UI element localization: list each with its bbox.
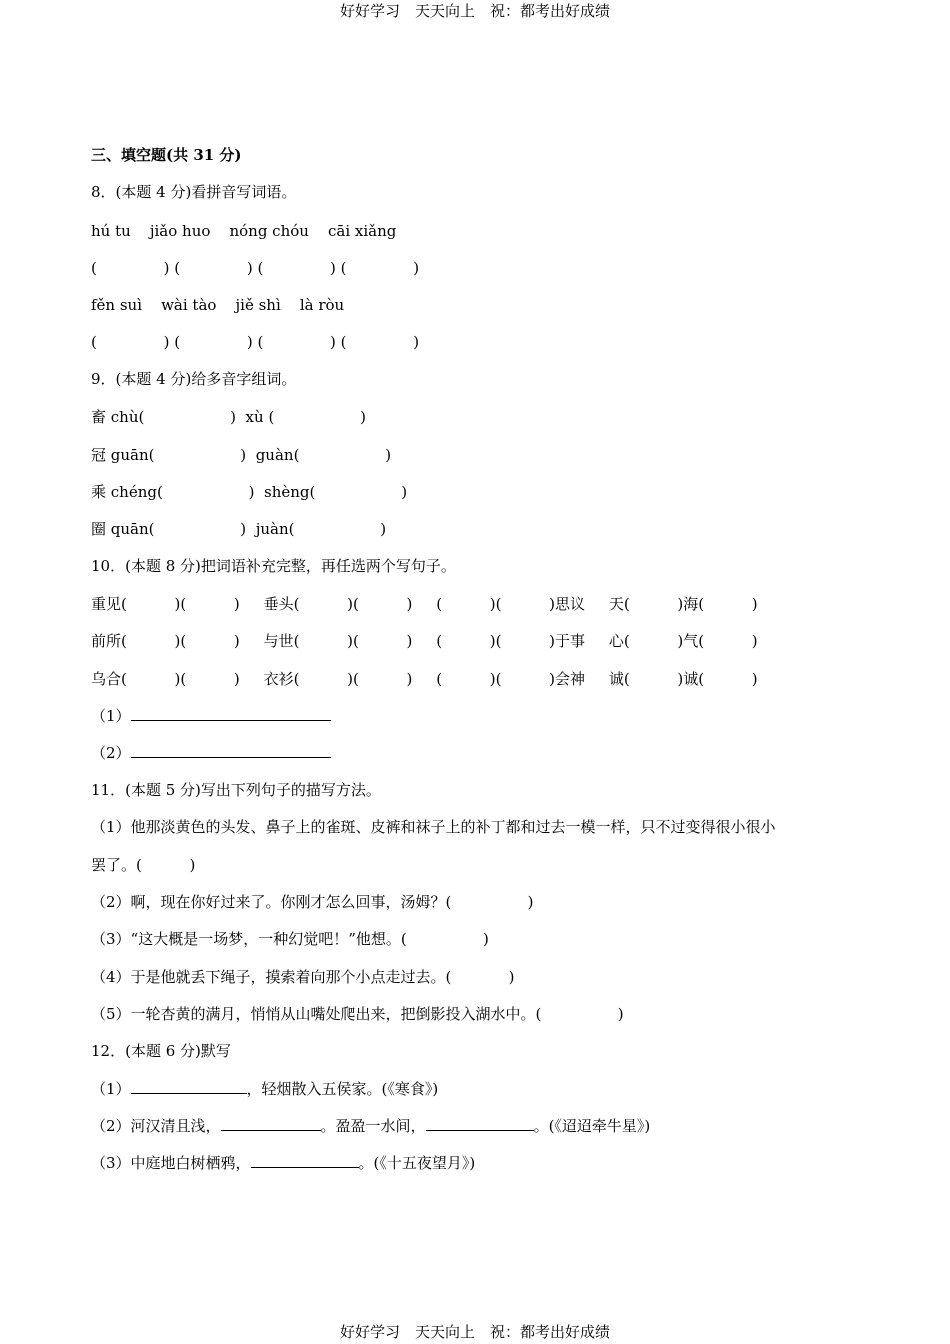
q12-line-1-prefix: （1）: [91, 1080, 131, 1098]
q12-title: 12．(本题 6 分)默写: [91, 1042, 231, 1060]
q8-blanks-row-1[interactable]: ( ) ( ) ( ) ( ): [91, 259, 420, 277]
q10-sentence-1-line[interactable]: [131, 707, 331, 721]
q8-title: 8．(本题 4 分)看拼音写词语。: [91, 183, 297, 201]
section-title: 三、填空题(共 31 分): [91, 146, 242, 164]
q12-line-2-prefix: （2）河汉清且浅，: [91, 1117, 221, 1135]
q12-line-2-middle: 。盈盈一水间，: [320, 1117, 426, 1135]
q12-line-2[interactable]: [91, 1117, 650, 1135]
q12-line-2-suffix: 。(《迢迢牵牛星》): [533, 1117, 651, 1135]
q12-line-1[interactable]: [91, 1080, 438, 1098]
q12-line-2-blank-2[interactable]: [426, 1117, 534, 1131]
q10-title: 10．(本题 8 分)把词语补充完整，再任选两个写句子。: [91, 557, 456, 575]
q11-item-4[interactable]: （4）于是他就丢下绳子，摸索着向那个小点走过去。( ): [91, 968, 515, 986]
q9-row-4[interactable]: 圈 quān( ) juàn( ): [91, 520, 387, 538]
q10-row-1[interactable]: 重见( )( ) 垂头( )( ) ( )( )思议 天( )海( ): [91, 595, 758, 613]
q11-item-1-line-2[interactable]: 罢了。( ): [91, 856, 196, 874]
q10-sentence-1[interactable]: [91, 707, 331, 725]
q12-line-1-suffix: ，轻烟散入五侯家。(《寒食》): [246, 1080, 439, 1098]
q12-line-3-suffix: 。(《十五夜望月》): [358, 1154, 476, 1172]
q12-line-2-blank-1[interactable]: [221, 1117, 321, 1131]
q11-title: 11．(本题 5 分)写出下列句子的描写方法。: [91, 781, 381, 799]
q12-line-3-prefix: （3）中庭地白树栖鸦，: [91, 1154, 251, 1172]
page-header: 好好学习 天天向上 祝：都考出好成绩: [339, 2, 610, 20]
q10-sentence-2-label: （2）: [91, 744, 131, 762]
q11-item-5[interactable]: （5）一轮杏黄的满月，悄悄从山嘴处爬出来，把倒影投入湖水中。( ): [91, 1005, 624, 1023]
q11-item-2[interactable]: （2）啊，现在你好过来了。你刚才怎么回事，汤姆？( ): [91, 893, 534, 911]
q9-title: 9．(本题 4 分)给多音字组词。: [91, 370, 297, 388]
q10-sentence-1-label: （1）: [91, 707, 131, 725]
q12-line-1-blank[interactable]: [131, 1080, 247, 1094]
q11-item-1-line-1: （1）他那淡黄色的头发、鼻子上的雀斑、皮裤和袜子上的补丁都和过去一模一样，只不过变得很小很小: [91, 818, 776, 836]
q10-sentence-2[interactable]: [91, 744, 331, 762]
q8-pinyin-row-2: fěn suì wài tào jiě shì là ròu: [91, 296, 345, 314]
q8-blanks-row-2[interactable]: ( ) ( ) ( ) ( ): [91, 333, 420, 351]
q9-row-1[interactable]: 畜 chù( ) xù ( ): [91, 408, 366, 426]
q12-line-3[interactable]: [91, 1154, 475, 1172]
q10-row-2[interactable]: 前所( )( ) 与世( )( ) ( )( )于事 心( )气( ): [91, 632, 758, 650]
q10-sentence-2-line[interactable]: [131, 744, 331, 758]
q12-line-3-blank[interactable]: [251, 1154, 359, 1168]
page-footer: 好好学习 天天向上 祝：都考出好成绩: [339, 1323, 610, 1341]
q10-row-3[interactable]: 乌合( )( ) 衣衫( )( ) ( )( )会神 诚( )诚( ): [91, 670, 758, 688]
q9-row-2[interactable]: 冠 guān( ) guàn( ): [91, 446, 392, 464]
q11-item-3[interactable]: （3）“这大概是一场梦，一种幻觉吧！”他想。( ): [91, 930, 489, 948]
q9-row-3[interactable]: 乘 chéng( ) shèng( ): [91, 483, 408, 501]
q8-pinyin-row-1: hú tu jiǎo huo nóng chóu cāi xiǎng: [91, 222, 397, 240]
